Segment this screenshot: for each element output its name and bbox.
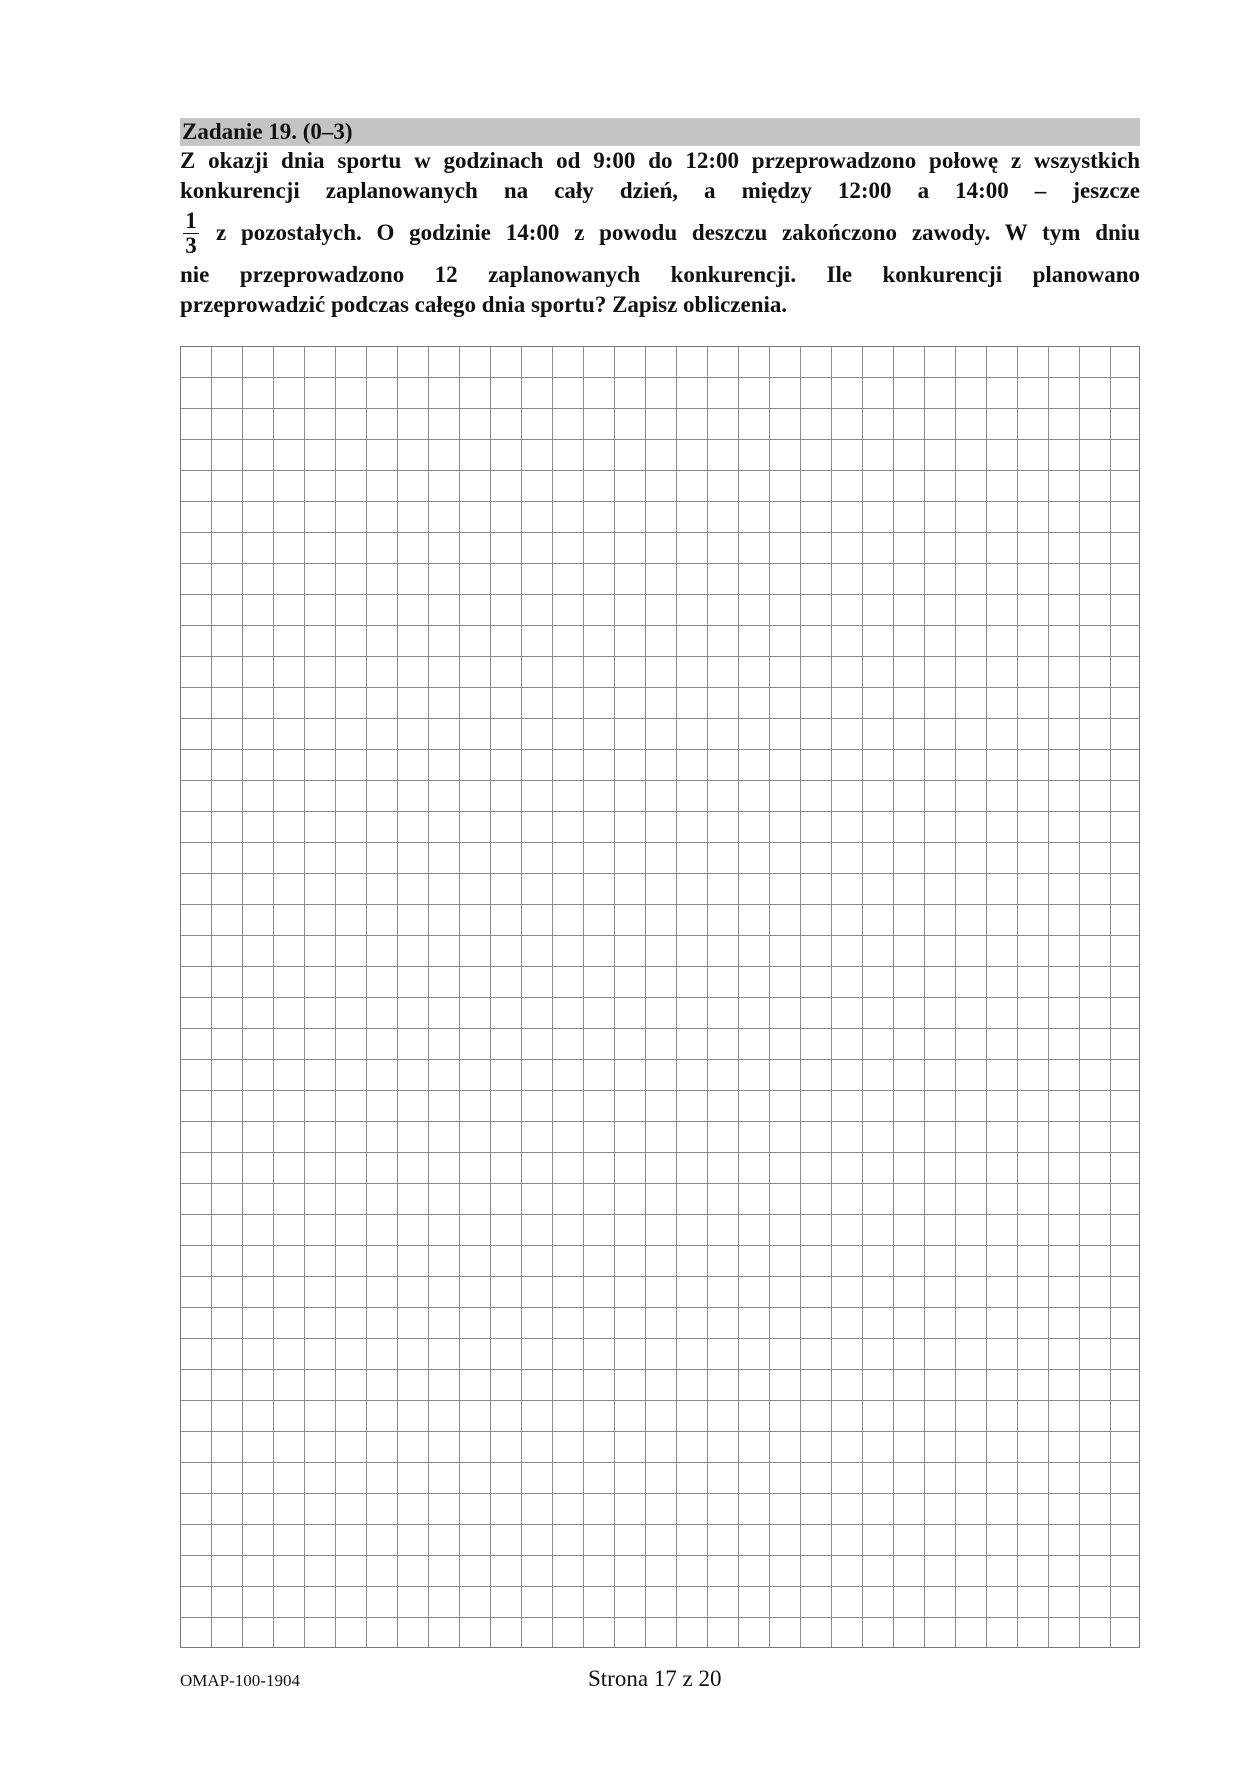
fraction-one-third — [180, 209, 202, 258]
task-header: Zadanie 19. (0–3) — [180, 118, 1140, 146]
fraction-numerator: 1 — [185, 207, 197, 233]
task-line-3-text: z pozostałych. O godzinie 14:00 z powodu deszczu zakończono zawody. W tym dniu — [216, 220, 1140, 245]
fraction-denominator: 3 — [185, 232, 197, 258]
task-line-3 — [180, 206, 1140, 260]
answer-grid[interactable] — [180, 346, 1140, 1648]
page-number: Strona 17 z 20 — [588, 1666, 722, 1691]
task-line-4: nie przeprowadzono 12 zaplanowanych konkurencji. Ile konkurencji planowano — [180, 262, 1140, 287]
task-line-2: konkurencji zaplanowanych na cały dzień, a między 12:00 a 14:00 – jeszcze — [180, 178, 1140, 203]
exam-code: OMAP-100-1904 — [180, 1671, 300, 1690]
task-line-1: Z okazji dnia sportu w godzinach od 9:00 do 12:00 przeprowadzono połowę z wszystkich — [180, 148, 1140, 173]
task-statement — [180, 146, 1140, 320]
task-line-5: przeprowadzić podczas całego dnia sportu? Zapisz obliczenia. — [180, 292, 788, 317]
